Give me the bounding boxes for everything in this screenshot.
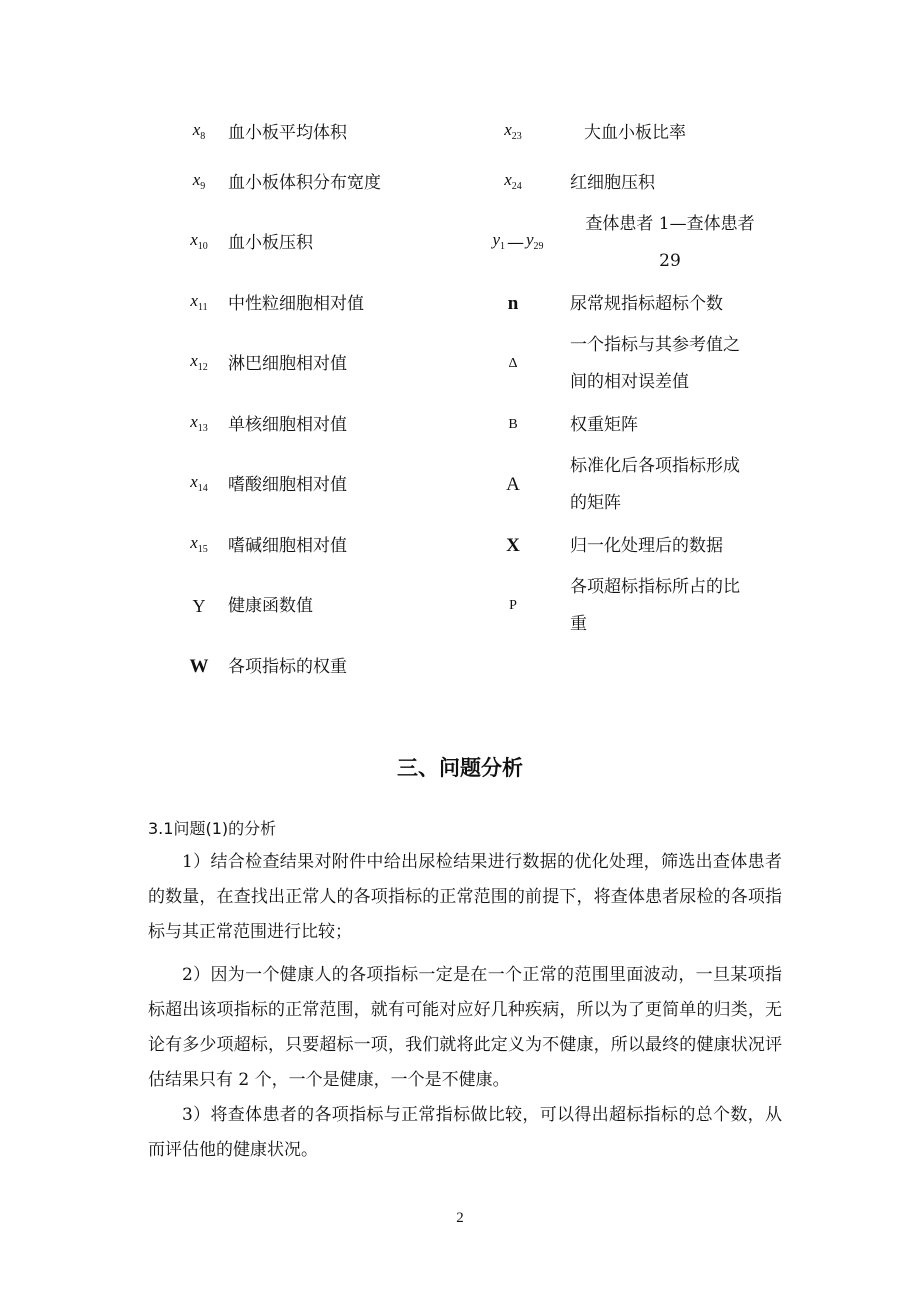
symbol-description: 淋巴细胞相对值 xyxy=(228,354,347,374)
symbol-b: B xyxy=(508,417,518,432)
section-heading: 三、问题分析 xyxy=(397,756,523,780)
symbol-delta: Δ xyxy=(508,356,518,371)
symbol-row xyxy=(0,163,920,203)
symbol-row xyxy=(0,113,920,153)
subsection-heading: 3.1问题(1)的分析 xyxy=(148,819,277,838)
symbol-a: A xyxy=(506,474,520,495)
symbol-p: P xyxy=(509,598,517,613)
symbol-y: Y xyxy=(192,596,206,616)
symbol-description: 血小板体积分布宽度 xyxy=(228,173,381,193)
symbol-x-bold: X xyxy=(506,535,520,556)
symbol-description: 各项指标的权重 xyxy=(228,657,347,677)
symbol-n: n xyxy=(507,293,519,314)
paragraph: 2）因为一个健康人的各项指标一定是在一个正常的范围里面波动，一旦某项指标超出该项指标的正常范围，就有可能对应好几种疾病，所以为了更简单的归类，无论有多少项超标，只要超标一项，我们就将此定义为不健康，所以最终的健康状况评估结果只有 2 个，一个是健康，一个是不健康。 xyxy=(148,965,782,1090)
symbol-x24: $x_{24}$ xyxy=(504,169,522,192)
symbol-description: 查体患者 1—查体患者 29 xyxy=(585,214,755,271)
symbol-x23: $x_{23}$ xyxy=(504,119,522,142)
symbol-x15: $x_{15}$ xyxy=(190,532,208,555)
symbol-row xyxy=(0,206,920,280)
symbol-x13: $x_{13}$ xyxy=(190,411,208,434)
symbol-x10: $x_{10}$ xyxy=(190,229,208,252)
symbol-x12: $x_{12}$ xyxy=(190,350,208,373)
symbol-x8: $x_8$ xyxy=(192,119,206,142)
page-number: 2 xyxy=(456,1210,464,1226)
paragraph: 1）结合检查结果对附件中给出尿检结果进行数据的优化处理，筛选出查体患者的数量，在查找出正常人的各项指标的正常范围的前提下，将查体患者尿检的各项指标与其正常范围进行比较； xyxy=(148,852,782,942)
symbol-x11: $x_{11}$ xyxy=(190,290,208,313)
symbol-row xyxy=(0,647,920,687)
symbol-description: 嗜碱细胞相对值 xyxy=(228,536,347,556)
symbol-row xyxy=(0,327,920,401)
symbol-y-range: $y_1$ — $y_{29}$ xyxy=(492,229,544,253)
symbol-description: 嗜酸细胞相对值 xyxy=(228,475,347,495)
symbol-description: 血小板压积 xyxy=(228,233,313,253)
symbol-description: 中性粒细胞相对值 xyxy=(228,294,364,314)
symbol-description: 单核细胞相对值 xyxy=(228,415,347,435)
symbol-w: W xyxy=(189,656,209,677)
symbol-x14: $x_{14}$ xyxy=(190,471,208,494)
symbol-description: 健康函数值 xyxy=(228,596,313,616)
symbol-description: 一个指标与其参考值之 间的相对误差值 xyxy=(570,335,740,392)
symbol-row xyxy=(0,526,920,566)
symbol-description: 归一化处理后的数据 xyxy=(570,536,723,556)
symbol-description: 权重矩阵 xyxy=(570,415,638,435)
symbol-row xyxy=(0,448,920,522)
symbol-description: 红细胞压积 xyxy=(570,173,655,193)
symbol-description: 尿常规指标超标个数 xyxy=(570,294,723,314)
symbol-row xyxy=(0,569,920,643)
symbol-description: 血小板平均体积 xyxy=(228,123,347,143)
symbol-description: 各项超标指标所占的比 重 xyxy=(570,577,740,634)
symbol-x9: $x_9$ xyxy=(192,169,206,192)
symbol-description: 标准化后各项指标形成 的矩阵 xyxy=(570,456,740,513)
paragraph: 3）将查体患者的各项指标与正常指标做比较，可以得出超标指标的总个数，从而评估他的健康状况。 xyxy=(148,1105,782,1160)
symbol-row xyxy=(0,284,920,324)
symbol-row xyxy=(0,405,920,445)
symbol-description: 大血小板比率 xyxy=(584,123,686,143)
